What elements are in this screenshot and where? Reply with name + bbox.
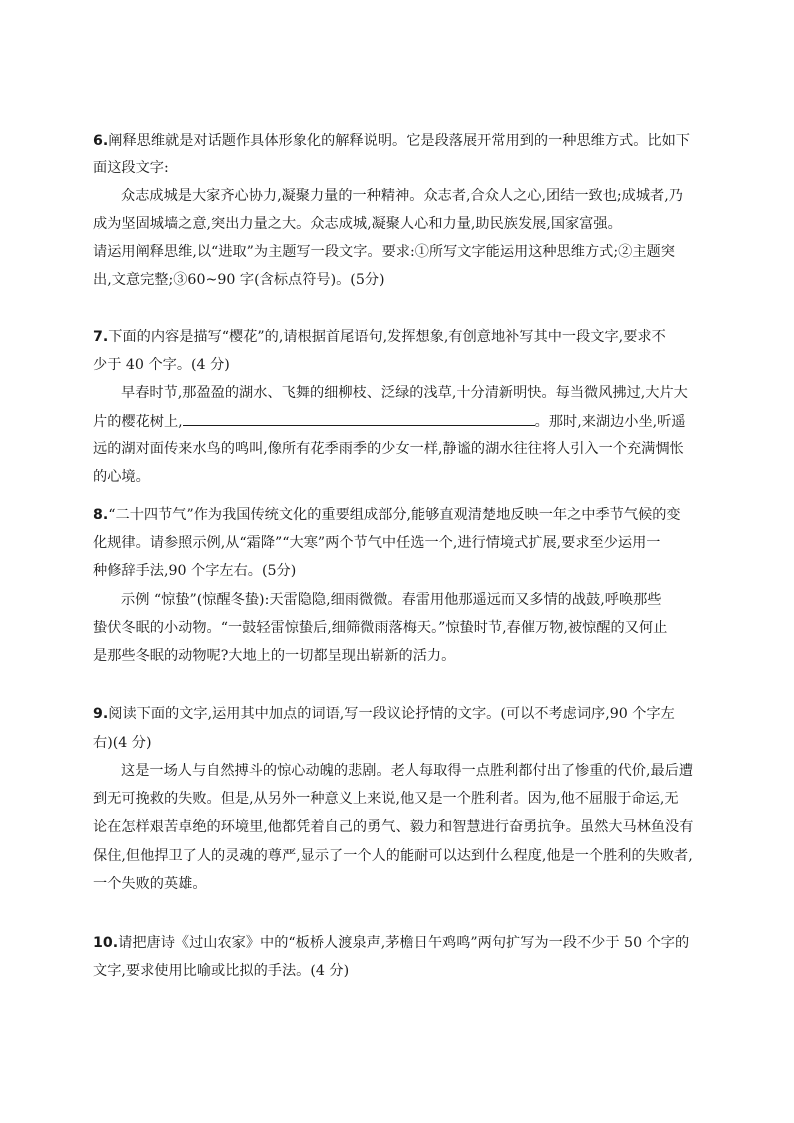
question-7-passage-4: 的心境。: [93, 469, 150, 485]
question-9-passage-2: 到无可挽救的失败。但是,从另外一种意义上来说,他又是一个胜利者。因为,他不屈服于命运,无: [93, 791, 679, 807]
question-6-requirement-1: 请运用阐释思维,以“进取”为主题写一段文字。要求:①所写文字能运用这种思维方式;②主题突: [93, 244, 675, 260]
question-6-example-2: 成为坚固城墙之意,突出力量之大。众志成城,凝聚人心和力量,助民族发展,国家富强。: [93, 216, 622, 232]
question-8-example-3: 是那些冬眠的动物呢?大地上的一切都呈现出崭新的活力。: [93, 648, 456, 664]
question-8-example-2: 蛰伏冬眠的小动物。“一鼓轻雷惊蛰后,细筛微雨落梅天。”惊蛰时节,春催万物,被惊醒的又何止: [93, 620, 668, 636]
question-8-line-3: 种修辞手法,90 个字左右。(5分): [93, 563, 297, 579]
question-10-number: 10.: [93, 935, 119, 951]
question-9-passage-1: 这是一场人与自然搏斗的惊心动魄的悲剧。老人每取得一点胜利都付出了惨重的代价,最后遭: [121, 763, 694, 779]
question-9-line-1: [93, 704, 703, 724]
question-9-passage-3: 论在怎样艰苦卓绝的环境里,他都凭着自己的勇气、毅力和智慧进行奋勇抗争。虽然大马林鱼没有: [93, 819, 694, 835]
question-10-text: 请把唐诗《过山农家》中的“板桥人渡泉声,茅檐日午鸡鸣”两句扩写为一段不少于 50 个字的: [118, 935, 690, 951]
question-8-number: 8.: [93, 507, 109, 523]
question-10-line-2: 文字,要求使用比喻或比拟的手法。(4 分): [93, 963, 350, 979]
question-7-passage-2: [93, 411, 703, 432]
question-7-passage-1: 早春时节,那盈盈的湖水、飞舞的细柳枝、泛绿的浅草,十分清新明快。每当微风拂过,大片大: [121, 385, 688, 401]
question-9-passage-4: 保住,但他捍卫了人的灵魂的尊严,显示了一个人的能耐可以达到什么程度,他是一个胜利的失败者,: [93, 848, 693, 864]
question-6-line-2: 面这段文字:: [93, 160, 169, 176]
question-6-requirement-2: 出,文意完整;③60~90 字(含标点符号)。(5分): [93, 272, 385, 288]
question-9-passage-5: 一个失败的英雄。: [93, 876, 207, 892]
question-9-number: 9.: [93, 706, 109, 722]
question-9-line-2: 右)(4 分): [93, 735, 152, 751]
question-9-text: 阅读下面的文字,运用其中加点的词语,写一段议论抒情的文字。(可以不考虑词序,90 个字左: [108, 706, 675, 722]
question-8-text: “二十四节气”作为我国传统文化的重要组成部分,能够直观清楚地反映一年之中季节气候的变: [108, 507, 681, 523]
question-7-text: 下面的内容是描写“樱花”的,请根据首尾语句,发挥想象,有创意地补写其中一段文字,要求不: [108, 329, 666, 345]
question-7-number: 7.: [93, 329, 109, 345]
question-8-example-1: 示例 “惊蛰”(惊醒冬蛰):天雷隐隐,细雨微微。春雷用他那遥远而又多情的战鼓,呼唤那些: [121, 592, 662, 608]
question-7-passage-2-end: 。那时,来湖边小坐,听遥: [534, 414, 686, 430]
question-6-number: 6.: [93, 133, 109, 149]
question-6-text: 阐释思维就是对话题作具体形象化的解释说明。它是段落展开常用到的一种思维方式。比如下: [108, 133, 690, 149]
question-7-passage-3: 远的湖对面传来水鸟的鸣叫,像所有花季雨季的少女一样,静谧的湖水往往将人引入一个充满惆怅: [93, 441, 684, 457]
question-6-line-1: [93, 131, 703, 151]
question-7-line-2: 少于 40 个字。(4 分): [93, 357, 230, 373]
question-10-line-1: [93, 933, 703, 953]
question-7-passage-2-start: 片的樱花树上,: [93, 414, 183, 430]
question-8-line-2: 化规律。请参照示例,从“霜降”“大寒”两个节气中任选一个,进行情境式扩展,要求至少运用一: [93, 535, 661, 551]
question-7-line-1: [93, 327, 703, 347]
answer-blank: [183, 411, 535, 426]
question-8-line-1: [93, 505, 703, 525]
question-6-example-1: 众志成城是大家齐心协力,凝聚力量的一种精神。众志者,合众人之心,团结一致也;成城者,乃: [121, 188, 683, 204]
